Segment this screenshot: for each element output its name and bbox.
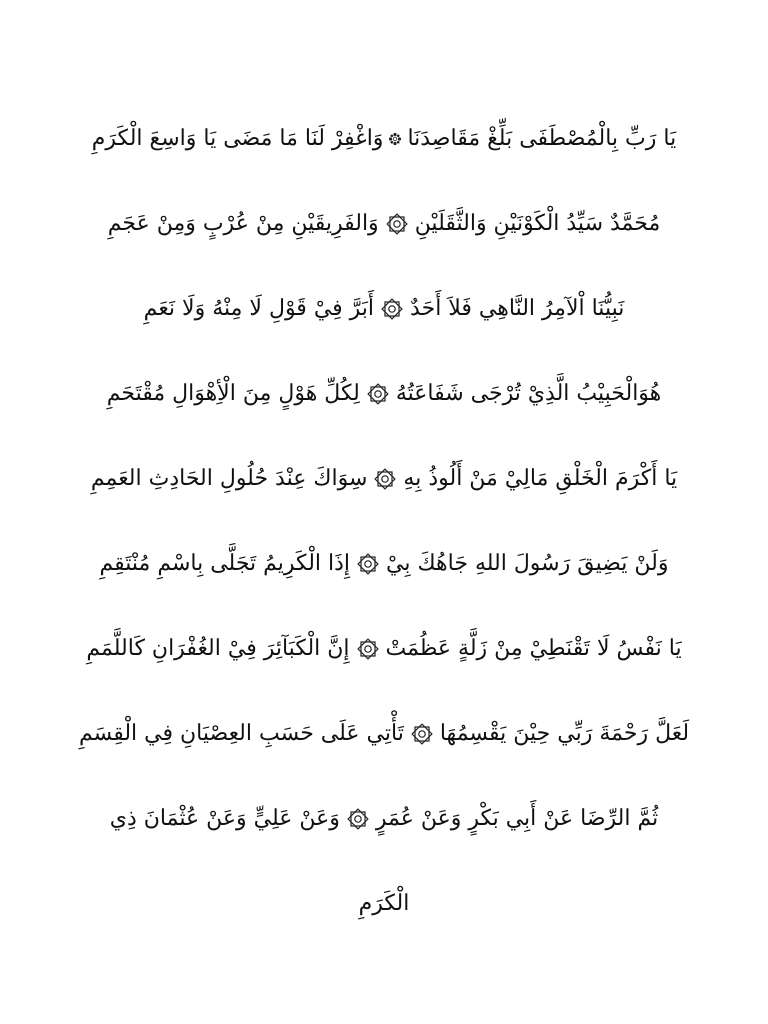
verse-second-hemistich: إِنَّ الْكَبَآئِرَ فِيْ الغُفْرَانِ كَاللَّمَمِ (86, 636, 350, 661)
verse-first-hemistich: يَا أَكْرَمَ الْخَلْقِ مَالِيْ مَنْ أَلُوذُ بِهِ (403, 466, 678, 491)
verse-second-hemistich: تَأْتِي عَلَى حَسَبِ العِصْيَانِ فِي الْقِسَمِ (78, 721, 404, 746)
verse-separator-icon (410, 722, 434, 746)
verse-second-hemistich: وَعَنْ عَلِيٍّ وَعَنْ عُثْمَانَ ذِي (109, 806, 340, 831)
verse-first-hemistich: مُحَمَّدٌ سَيِّدُ الْكَوْنَيْنِ وَالثَّقَلَيْنِ (414, 211, 661, 236)
verse-line (91, 96, 677, 181)
verse-first-hemistich: الْكَرَمِ (358, 891, 410, 916)
verse-first-hemistich: يَا نَفْسُ لَا تَقْنَطِيْ مِنْ زَلَّةٍ عَظُمَتْ (385, 636, 682, 661)
verse-separator-icon (380, 297, 404, 321)
verse-line (100, 521, 668, 606)
verse-first-hemistich: يَا رَبِّ بِالْمُصْطَفَى بَلِّغْ مَقَاصِدَنَا (407, 126, 677, 151)
verse-second-hemistich: أَبَرَّ فِيْ قَوْلِ لَا مِنْهُ وَلَا نَعَمِ (143, 296, 375, 321)
verse-separator-icon (356, 637, 380, 661)
verse-line (100, 776, 668, 861)
verse-second-hemistich: وَالفَرِيقَيْنِ مِنْ عُرْبٍ وَمِنْ عَجَمِ (107, 211, 379, 236)
verse-line (100, 351, 668, 436)
verse-line (100, 181, 668, 266)
verse-separator-icon (385, 212, 409, 236)
verse-first-hemistich: هُوَالْحَبِيْبُ الَّذِيْ تُرْجَى شَفَاعَتُهُ (395, 381, 662, 406)
verse-second-hemistich: وَاغْفِرْ لَنَا مَا مَضَى يَا وَاسِعَ الْكَرَمِ (91, 126, 384, 151)
qasida-verses (78, 96, 690, 946)
verse-first-hemistich: نَبِيُّنَا اْلآمِرُ النَّاهِي فَلاَ أَحَدٌ (410, 296, 625, 321)
verse-separator-icon (373, 467, 397, 491)
verse-line (100, 861, 668, 946)
verse-line (78, 691, 690, 776)
verse-first-hemistich: لَعَلَّ رَحْمَةَ رَبِّي حِيْنَ يَقْسِمُهَا (439, 721, 690, 746)
verse-first-hemistich: وَلَنْ يَضِيقَ رَسُولَ اللهِ جَاهُكَ بِيْ (386, 551, 669, 576)
verse-line (86, 606, 682, 691)
verse-first-hemistich: ثُمَّ الرِّضَا عَنْ أَبِي بَكْرٍ وَعَنْ عُمَرٍ (375, 806, 659, 831)
verse-separator-icon (346, 807, 370, 831)
verse-second-hemistich: إِذَا الْكَرِيمُ تَجَلَّى بِاسْمِ مُنْتَقِمِ (99, 551, 351, 576)
verse-separator-icon (366, 382, 390, 406)
small-flower-icon (388, 132, 402, 146)
verse-separator-icon (356, 552, 380, 576)
verse-line (90, 436, 678, 521)
verse-second-hemistich: سِوَاكَ عِنْدَ حُلُولِ الحَادِثِ العَمِمِ (90, 466, 368, 491)
verse-second-hemistich: لِكُلِّ هَوْلٍ مِنَ الْأِهْوَالِ مُقْتَحَمِ (106, 381, 360, 406)
verse-line (100, 266, 668, 351)
